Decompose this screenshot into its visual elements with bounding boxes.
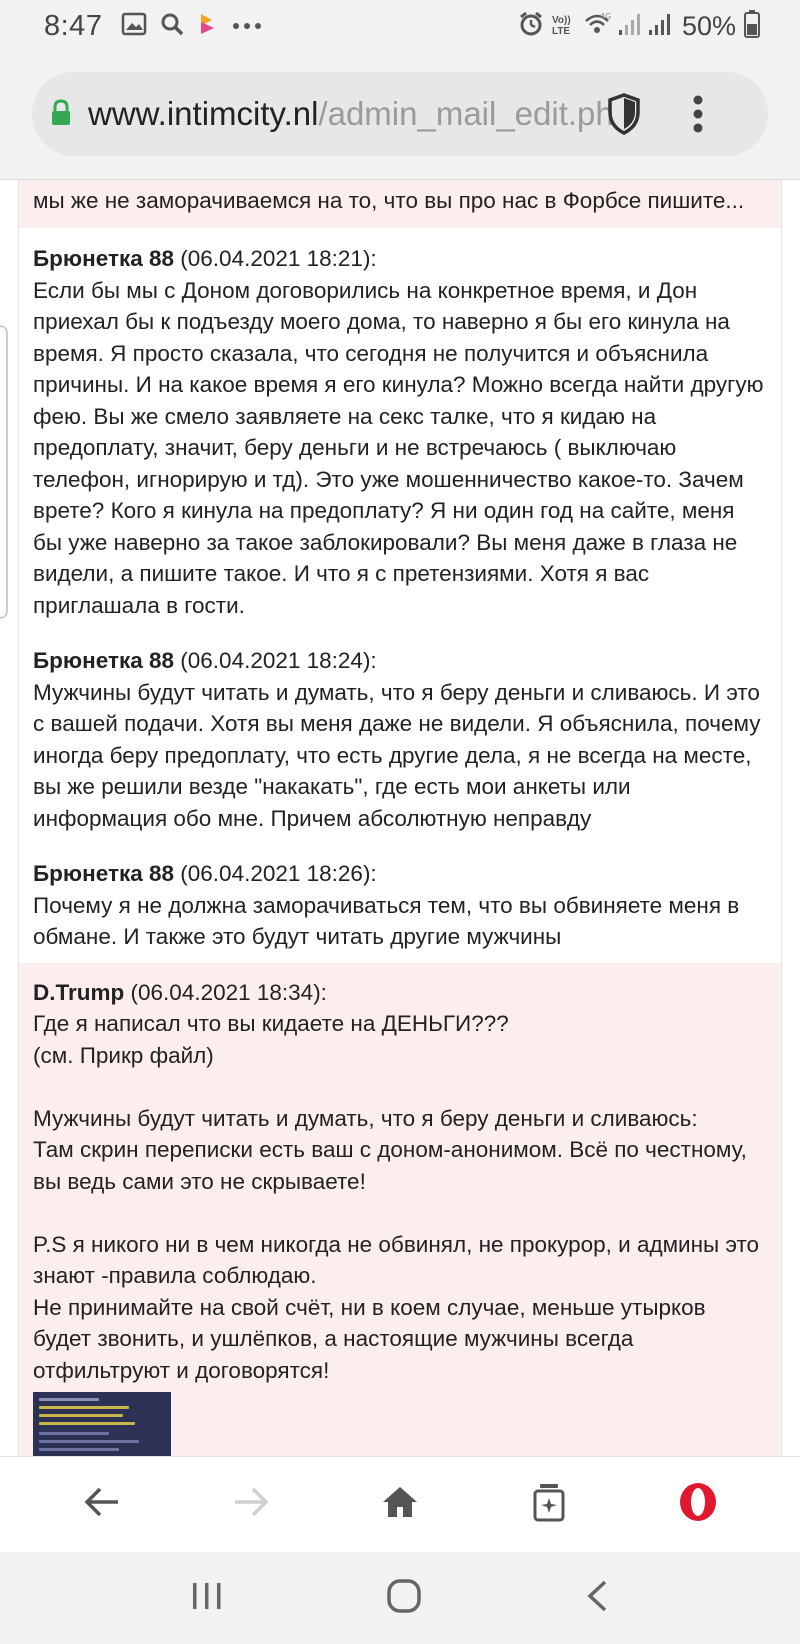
lock-icon xyxy=(50,99,74,129)
url-text[interactable] xyxy=(88,95,614,133)
message-body: Мужчины будут читать и думать, что я беру деньги и сливаюсь. И это с вашей подачи. Хотя вы меня даже не видели. Я объяснила, почему иногда беру предоплату, что есть другие дела, я не всегда на месте, вы же решили везде "накакать", где есть мои анкеты или информация обо мне. Причем абсолютную неправду xyxy=(33,679,761,831)
tabs-icon xyxy=(532,1482,566,1527)
home-circle-icon[interactable] xyxy=(386,1578,422,1619)
message-header xyxy=(33,243,767,275)
message-item xyxy=(19,848,781,963)
message-author[interactable]: Брюнетка 88 xyxy=(33,246,175,271)
back-chevron-icon[interactable] xyxy=(585,1579,609,1618)
status-bar xyxy=(0,0,800,52)
message-timestamp: (06.04.2021 18:21): xyxy=(180,246,377,271)
status-notification-icons xyxy=(122,12,262,41)
page-content[interactable] xyxy=(0,180,800,1456)
app-icon xyxy=(198,12,218,41)
alarm-icon xyxy=(518,11,544,42)
battery-percent: 50% xyxy=(681,10,736,41)
browser-toolbar xyxy=(0,52,800,180)
message-body: Где я написал что вы кидаете на ДЕНЬГИ??? (см. Прикр файл) Мужчины будут читать и думать, что я беру деньги и сливаюсь: Там скрин переписки есть ваш с доном-анонимом. Всё по честному, вы ведь сами это не скрываете! P.S я никого ни в чем никогда не обвинял, не прокурор, и админы это знают -правила соблюдаю. Не принимайте на свой счёт, ни в коем случае, меньше утырков будет звонить, и ушлёпков, а настоящие мужчины всегда отфильтруют и договорятся! xyxy=(33,1011,760,1383)
more-icon xyxy=(232,17,262,35)
message-header xyxy=(33,645,767,677)
message-header xyxy=(33,977,767,1009)
message-thread xyxy=(18,180,782,1456)
opera-menu-button[interactable] xyxy=(658,1465,738,1545)
net-type-label: 4G xyxy=(599,11,612,21)
message-item xyxy=(19,963,781,1503)
message-partial xyxy=(19,180,781,228)
message-author[interactable]: D.Trump xyxy=(33,979,125,1005)
message-author[interactable]: Брюнетка 88 xyxy=(33,861,175,886)
status-time: 8:47 xyxy=(44,9,103,42)
scroll-marker xyxy=(0,325,8,619)
volte-icon: Vo)) LTE xyxy=(551,15,571,37)
search-icon xyxy=(160,12,184,41)
back-button[interactable] xyxy=(62,1465,142,1545)
message-timestamp: (06.04.2021 18:34): xyxy=(130,979,327,1005)
message-body: мы же не заморачиваемся на то, что вы про нас в Форбсе пишите... xyxy=(33,188,745,213)
url-path: /admin_mail_edit.ph xyxy=(318,95,614,132)
home-button[interactable] xyxy=(360,1465,440,1545)
forward-button[interactable] xyxy=(211,1465,291,1545)
kebab-menu-icon[interactable] xyxy=(692,94,704,139)
address-bar[interactable] xyxy=(32,72,768,156)
shield-icon[interactable] xyxy=(606,92,642,141)
message-body: Если бы мы с Доном договорились на конкретное время, и Дон приехал бы к подъезду моего дома, то наверно я бы его кинула на время. Я просто сказала, что сегодня не получится и объяснила причины. И на какое время я его кинула? Можно всегда найти другую фею. Вы же смело заявляете на секс талке, что я кидаю на предоплату, значит, беру деньги и не встречаюсь ( выключаю телефон, игнорирую и тд). Это уже мошенничество какое-то. Зачем врете? Кого я кинула на предоплату? Я ни один год на сайте, меня бы уже наверно за такое заблокировали? Вы меня даже в глаза не видели, а пишите такое. И что я с претензиями. Хотя я вас приглашала в гости. xyxy=(33,277,764,618)
battery-icon xyxy=(744,10,760,43)
message-item xyxy=(19,635,781,848)
signal-icon xyxy=(618,12,640,41)
home-icon xyxy=(381,1485,419,1524)
message-author[interactable]: Брюнетка 88 xyxy=(33,648,175,673)
signal-icon-2 xyxy=(648,12,670,41)
gallery-icon xyxy=(122,13,146,40)
forward-arrow-icon xyxy=(233,1486,269,1523)
message-item xyxy=(19,228,781,635)
message-header xyxy=(33,858,767,890)
opera-logo-icon xyxy=(678,1482,718,1527)
status-system-icons xyxy=(518,10,760,43)
left-rail xyxy=(0,180,20,1456)
back-arrow-icon xyxy=(84,1486,120,1523)
recent-apps-icon[interactable] xyxy=(191,1581,223,1616)
url-host: www.intimcity.nl xyxy=(88,95,319,132)
browser-bottom-nav xyxy=(0,1456,800,1552)
system-navigation-bar xyxy=(0,1552,800,1644)
wifi-icon xyxy=(584,12,610,41)
message-body: Почему я не должна заморачиваться тем, что вы обвиняете меня в обмане. И также это будут читать другие мужчины xyxy=(33,892,740,949)
tabs-button[interactable] xyxy=(509,1465,589,1545)
message-timestamp: (06.04.2021 18:24): xyxy=(180,648,377,673)
message-timestamp: (06.04.2021 18:26): xyxy=(180,861,377,886)
